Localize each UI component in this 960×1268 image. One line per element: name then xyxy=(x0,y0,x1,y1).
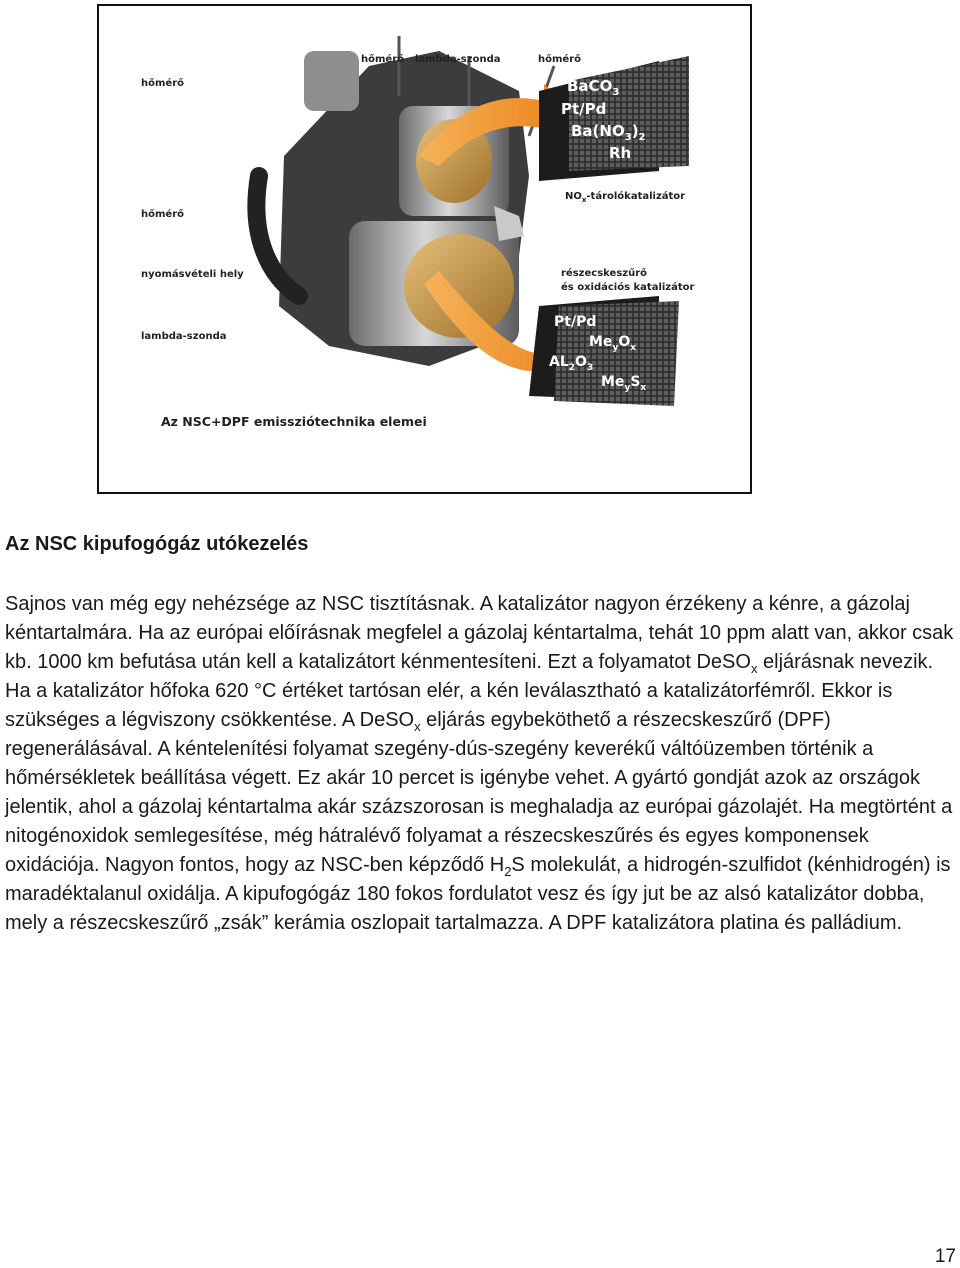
label-thermometer-left-1: hőmérő xyxy=(141,78,184,89)
chem-rh: Rh xyxy=(609,144,632,162)
label-thermometer-left-2: hőmérő xyxy=(141,209,184,220)
chem-al2o3: $AL_2O_3$ xyxy=(549,354,594,373)
nsc-dpf-illustration xyxy=(99,6,750,492)
chem-ba-no3-2: $Ba(NO_3)_2$ xyxy=(571,122,646,143)
turbo-housing xyxy=(304,51,359,111)
label-thermometer-top-left: hőmérő xyxy=(361,54,404,65)
label-nox-storage-catalyst: $NO_x$-tárolókatalizátor xyxy=(565,191,686,204)
section-heading: Az NSC kipufogógáz utókezelés xyxy=(5,533,309,555)
nsc-dpf-figure xyxy=(97,4,752,494)
label-thermometer-top-right: hőmérő xyxy=(538,54,581,65)
label-particle-filter-2: és oxidációs katalizátor xyxy=(561,282,695,293)
lower-chemical-inset xyxy=(529,296,679,406)
label-pressure-port: nyomásvételi hely xyxy=(141,269,244,280)
body-paragraph: Sajnos van még egy nehézsége az NSC tisztításnak. A katalizátor nagyon érzékeny a kénre, a gázolaj kéntartalmára. Ha az európai előírásnak megfelel a gázolaj kéntartalma, tehát 10 ppm alatt van, akkor csak kb. 1000 km befutása után kell a katalizátort kénmentesíteni. Ezt a folyamatot DeSO$_x$ eljárásnak nevezik. Ha a katalizátor hőfoka 620 °C értéket tartósan elér, a kén leválasztható a katalizátorfémről. Ekkor is szükséges a légviszony csökkentése. A DeSO$_x$ eljárás egybeköthető a részecskeszűrő (DPF) regenerálásával. A kéntelenítési folyamat szegény-dús-szegény keverékű váltóüzemben történik a hőmérsékletek beállítása végett. Ez akár 10 percet is igénybe vehet. A gyártó gondját azok az országok jelentik, ahol a gázolaj kéntartalma akár százszorosan is meghaladja az európai gázolajét. Ha megtörtént a nitogénoxidok semlegesítése, még hátralévő folyamat a részecskeszűrés és egyes komponensek oxidációja. Nagyon fontos, hogy az NSC-ben képződő $H_2S$ molekulát, a hidrogén-szulfidot (kénhidrogén) is maradéktalanul oxidálja. A kipufogógáz 180 fokos fordulatot vesz és így jut be az alsó katalizátor dobba, mely a részecskeszűrő „zsák” kerámia oszlopait tartalmazza. A DPF katalizátora platina és palládium. xyxy=(5,593,954,934)
chem-meyox: $Me_yO_x$ xyxy=(589,334,637,353)
page-number: 17 xyxy=(934,1246,956,1267)
chem-ptpd-lower: Pt/Pd xyxy=(554,314,597,330)
label-particle-filter-1: részecskeszűrő xyxy=(561,268,648,279)
label-lambda-probe-bottom: lambda-szonda xyxy=(141,331,227,342)
figure-caption: Az NSC+DPF emissziótechnika elemei xyxy=(161,414,427,429)
upper-chemical-inset xyxy=(539,56,689,181)
label-lambda-probe-top: lambda-szonda xyxy=(415,54,501,65)
chem-ptpd-upper: Pt/Pd xyxy=(561,100,607,118)
chem-meysx: $Me_yS_x$ xyxy=(601,374,647,393)
chem-baco3: BaCO$_3$ xyxy=(567,77,620,98)
